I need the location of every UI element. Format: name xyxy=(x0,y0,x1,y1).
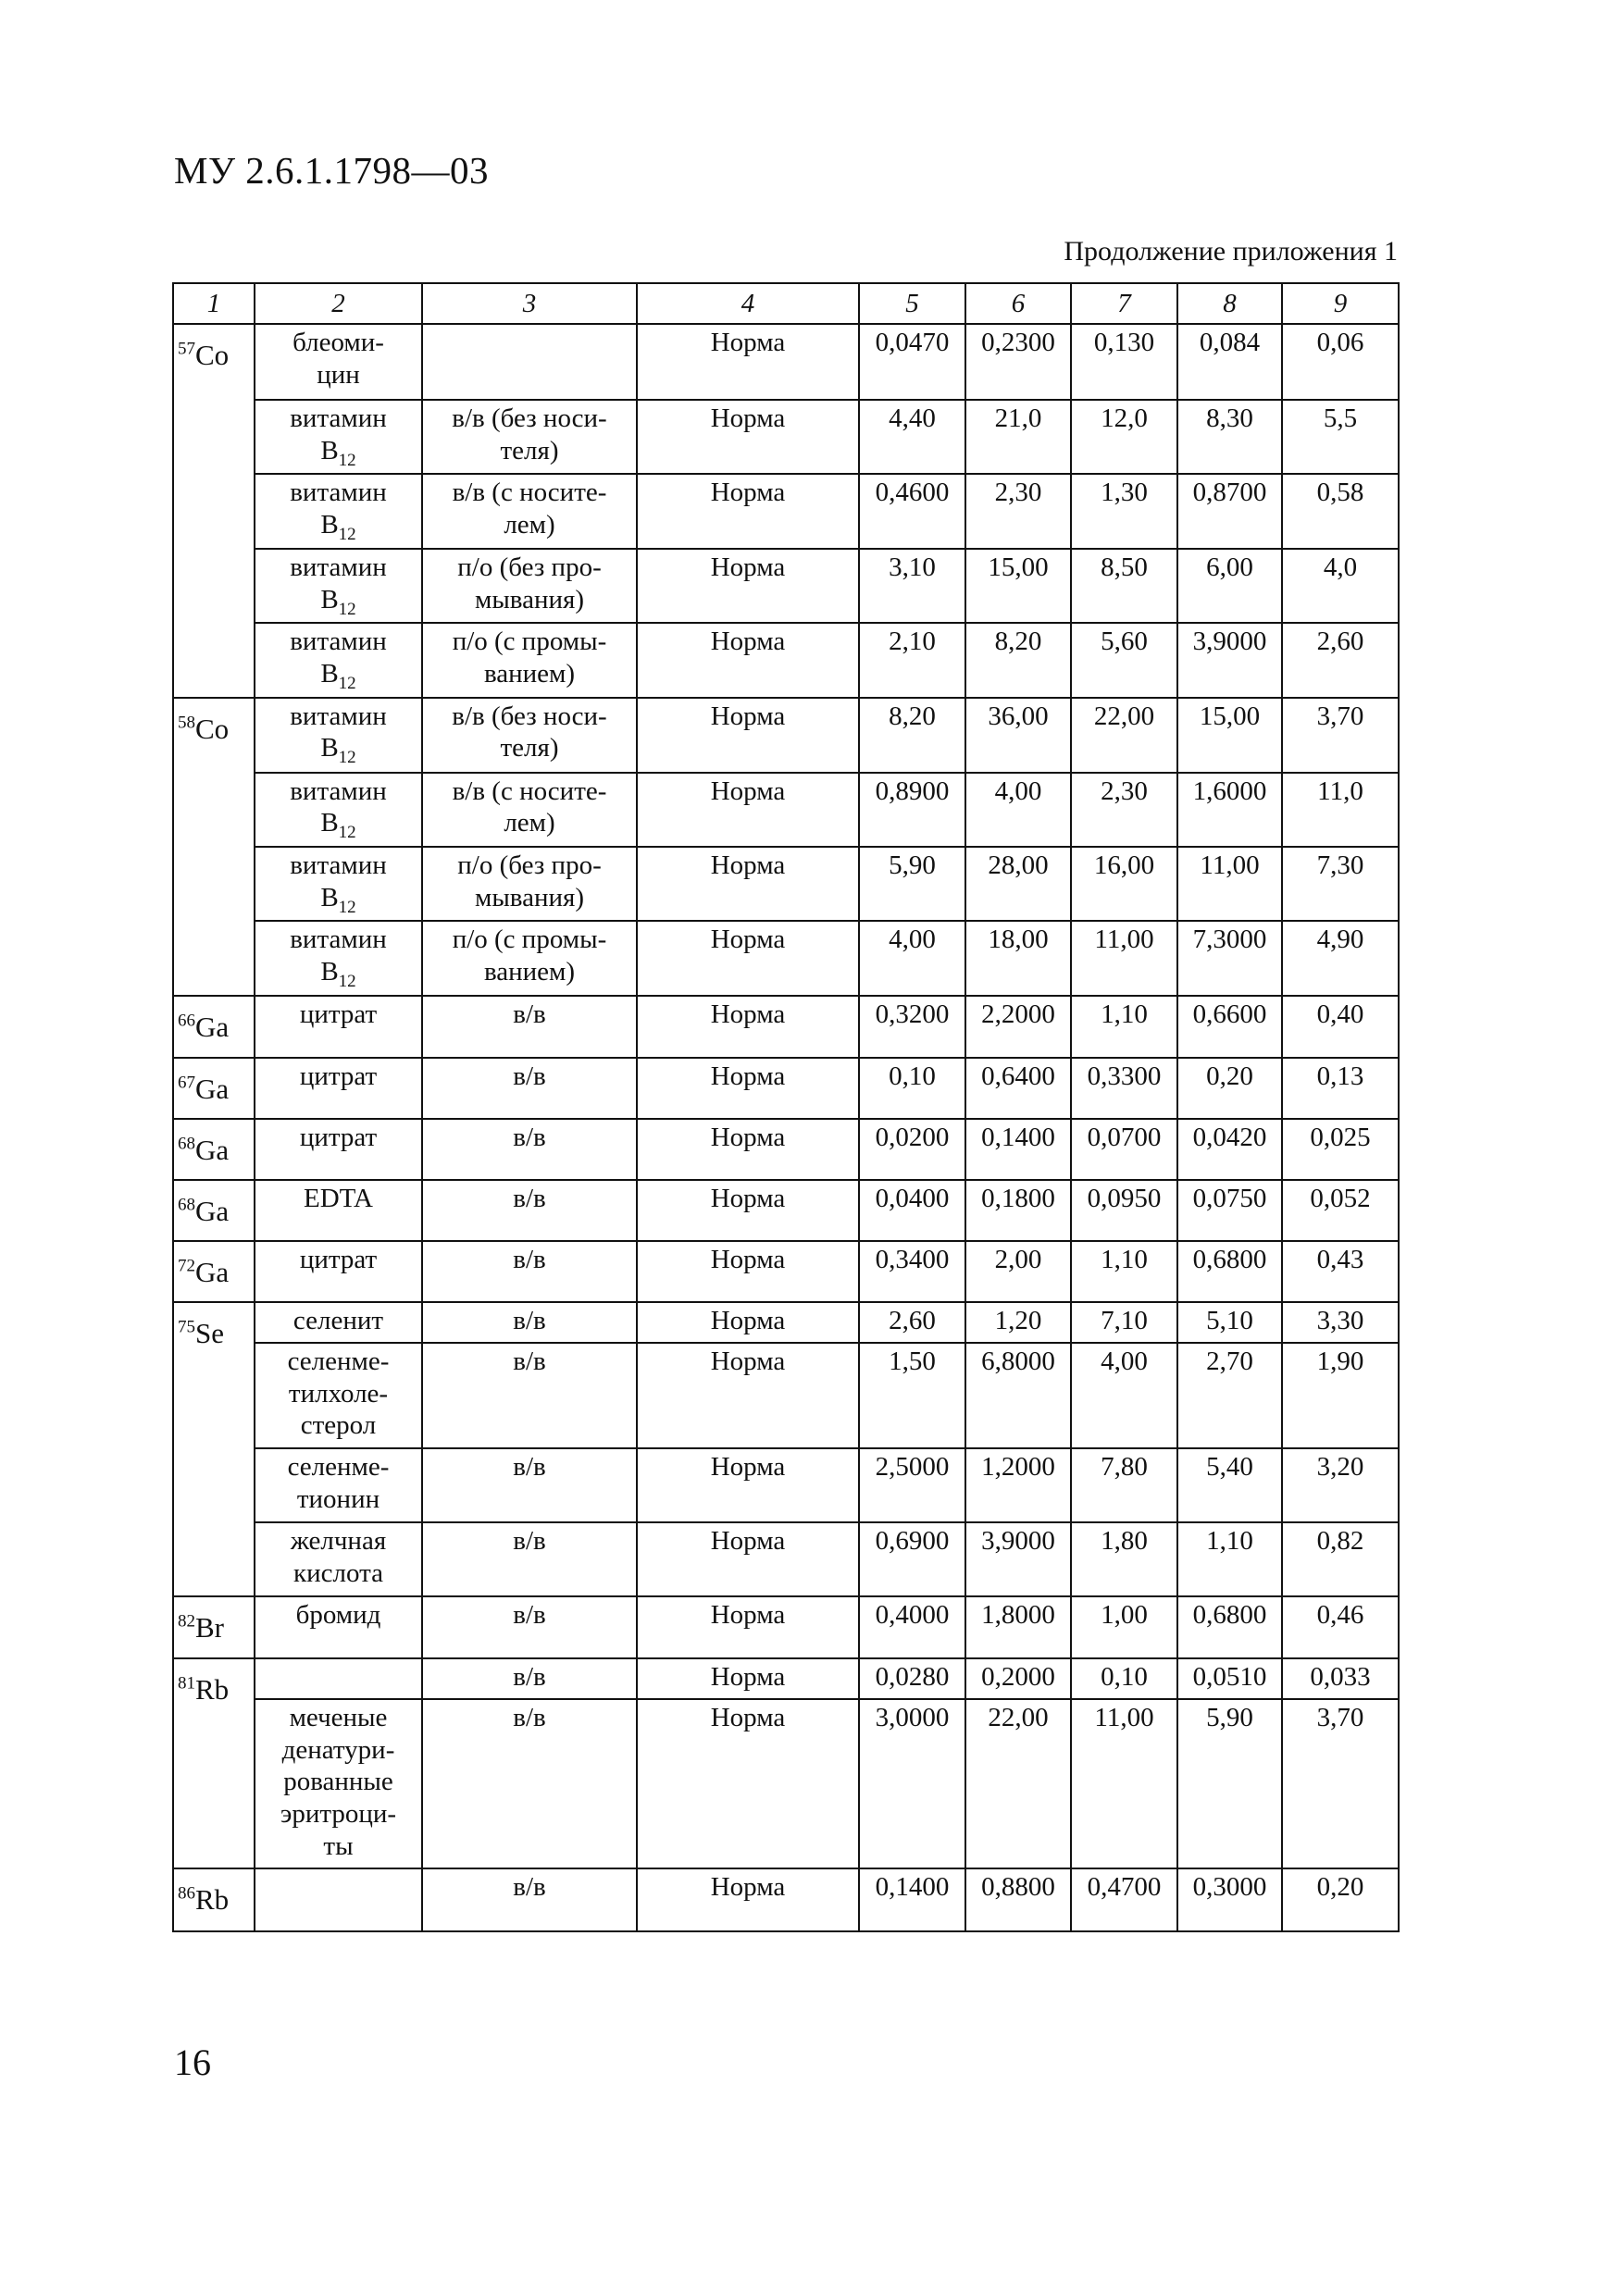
table-cell: витамин $В_{12}$ xyxy=(255,474,422,548)
document-title: МУ 2.6.1.1798—03 xyxy=(174,149,489,192)
table-cell: 0,1800 xyxy=(965,1180,1071,1241)
data-table xyxy=(172,282,1400,1932)
table-cell: 3,20 xyxy=(1282,1448,1399,1522)
table-cell: п/о (с промы- ванием) xyxy=(422,921,637,995)
table-cell: цитрат xyxy=(255,1058,422,1119)
table-cell: 0,4000 xyxy=(859,1596,965,1658)
table-cell: п/о (с промы- ванием) xyxy=(422,623,637,697)
table-row xyxy=(173,921,1399,995)
table-cell: 3,70 xyxy=(1282,698,1399,773)
table-cell: 11,00 xyxy=(1071,921,1177,995)
table-cell: Норма xyxy=(637,1180,859,1241)
table-cell: 0,0950 xyxy=(1071,1180,1177,1241)
table-cell: 7,10 xyxy=(1071,1302,1177,1343)
table-cell: цитрат xyxy=(255,996,422,1058)
column-header: 8 xyxy=(1177,283,1282,324)
table-cell xyxy=(255,1868,422,1931)
column-header: 3 xyxy=(422,283,637,324)
table-cell: витамин $В_{12}$ xyxy=(255,698,422,773)
table-cell: в/в xyxy=(422,1699,637,1868)
table-cell: 1,10 xyxy=(1071,996,1177,1058)
table-cell: 3,70 xyxy=(1282,1699,1399,1868)
table-cell: Норма xyxy=(637,1448,859,1522)
table-cell: витамин $В_{12}$ xyxy=(255,921,422,995)
table-cell: 2,30 xyxy=(965,474,1071,548)
table-cell: Норма xyxy=(637,1868,859,1931)
isotope-cell: $^{81}$Rb xyxy=(173,1658,255,1868)
table-cell: 0,2000 xyxy=(965,1658,1071,1699)
table-cell: 0,6900 xyxy=(859,1522,965,1596)
table-cell: в/в xyxy=(422,1522,637,1596)
table-cell: 0,43 xyxy=(1282,1241,1399,1302)
table-cell: селенме- тионин xyxy=(255,1448,422,1522)
table-cell: в/в xyxy=(422,996,637,1058)
table-cell: 0,10 xyxy=(1071,1658,1177,1699)
isotope-cell: $^{57}$Co xyxy=(173,324,255,698)
table-cell: 1,20 xyxy=(965,1302,1071,1343)
isotope-cell: $^{67}$Ga xyxy=(173,1058,255,1119)
table-cell: в/в xyxy=(422,1058,637,1119)
table-row xyxy=(173,1448,1399,1522)
table-cell: 8,20 xyxy=(859,698,965,773)
table-row xyxy=(173,1241,1399,1302)
table-cell: 5,40 xyxy=(1177,1448,1282,1522)
table-cell: витамин $В_{12}$ xyxy=(255,623,422,697)
table-cell: в/в xyxy=(422,1868,637,1931)
table-cell: 2,00 xyxy=(965,1241,1071,1302)
table-cell: 0,6600 xyxy=(1177,996,1282,1058)
isotope-cell: $^{58}$Co xyxy=(173,698,255,996)
table-cell: 4,90 xyxy=(1282,921,1399,995)
table-cell: Норма xyxy=(637,1596,859,1658)
table-cell: 1,10 xyxy=(1071,1241,1177,1302)
table-cell: 0,10 xyxy=(859,1058,965,1119)
table-cell: 5,10 xyxy=(1177,1302,1282,1343)
table-row xyxy=(173,474,1399,548)
table-cell: 1,6000 xyxy=(1177,773,1282,847)
table-cell: 5,5 xyxy=(1282,400,1399,474)
table-cell: 0,033 xyxy=(1282,1658,1399,1699)
table-row xyxy=(173,1343,1399,1448)
table-cell: 0,20 xyxy=(1177,1058,1282,1119)
table-cell: 2,60 xyxy=(1282,623,1399,697)
table-cell: 0,6800 xyxy=(1177,1596,1282,1658)
table-cell: 0,58 xyxy=(1282,474,1399,548)
table-cell: 12,0 xyxy=(1071,400,1177,474)
table-cell: 0,8800 xyxy=(965,1868,1071,1931)
table-cell: 4,00 xyxy=(965,773,1071,847)
table-row xyxy=(173,1699,1399,1868)
table-cell: 16,00 xyxy=(1071,847,1177,921)
table-cell: 0,06 xyxy=(1282,324,1399,400)
table-row xyxy=(173,1119,1399,1180)
table-cell: 0,025 xyxy=(1282,1119,1399,1180)
table-cell: 0,82 xyxy=(1282,1522,1399,1596)
table-cell: 0,0420 xyxy=(1177,1119,1282,1180)
table-cell: 1,00 xyxy=(1071,1596,1177,1658)
table-row xyxy=(173,1180,1399,1241)
table-cell: 1,80 xyxy=(1071,1522,1177,1596)
table-cell: 0,3000 xyxy=(1177,1868,1282,1931)
table-cell: Норма xyxy=(637,698,859,773)
table-cell: витамин $В_{12}$ xyxy=(255,773,422,847)
table-cell: 21,0 xyxy=(965,400,1071,474)
continuation-label: Продолжение приложения 1 xyxy=(1064,236,1398,267)
table-cell: в/в xyxy=(422,1596,637,1658)
table-row xyxy=(173,698,1399,773)
table-cell: Норма xyxy=(637,1699,859,1868)
table-cell: Норма xyxy=(637,921,859,995)
table-cell: 0,1400 xyxy=(965,1119,1071,1180)
table-cell: 0,13 xyxy=(1282,1058,1399,1119)
table-cell: 2,2000 xyxy=(965,996,1071,1058)
table-cell: 0,4600 xyxy=(859,474,965,548)
table-cell: в/в (без носи- теля) xyxy=(422,698,637,773)
table-cell: в/в (с носите- лем) xyxy=(422,474,637,548)
table-body xyxy=(173,324,1399,1931)
table-header-row xyxy=(173,283,1399,324)
table-cell: 6,8000 xyxy=(965,1343,1071,1448)
table-cell: 2,60 xyxy=(859,1302,965,1343)
table-cell: в/в xyxy=(422,1119,637,1180)
table-cell: 8,30 xyxy=(1177,400,1282,474)
table-cell: 0,3400 xyxy=(859,1241,965,1302)
table-cell: 5,60 xyxy=(1071,623,1177,697)
column-header: 4 xyxy=(637,283,859,324)
table-cell: Норма xyxy=(637,1522,859,1596)
table-cell: цитрат xyxy=(255,1119,422,1180)
page-number: 16 xyxy=(174,2042,211,2083)
table-cell: Норма xyxy=(637,847,859,921)
table-cell: 2,5000 xyxy=(859,1448,965,1522)
table-cell: Норма xyxy=(637,1058,859,1119)
table-row xyxy=(173,1868,1399,1931)
table-cell: желчная кислота xyxy=(255,1522,422,1596)
table-row xyxy=(173,549,1399,623)
table-cell: 0,0400 xyxy=(859,1180,965,1241)
table-cell: 0,3200 xyxy=(859,996,965,1058)
table-cell: 0,084 xyxy=(1177,324,1282,400)
table-cell: 2,70 xyxy=(1177,1343,1282,1448)
table-row xyxy=(173,1596,1399,1658)
table-cell: 1,8000 xyxy=(965,1596,1071,1658)
column-header: 5 xyxy=(859,283,965,324)
table-cell: Норма xyxy=(637,1302,859,1343)
table-cell: 0,0750 xyxy=(1177,1180,1282,1241)
table-cell: 0,1400 xyxy=(859,1868,965,1931)
table-cell: меченые денатури- рованные эритроци- ты xyxy=(255,1699,422,1868)
table-cell: 3,9000 xyxy=(965,1522,1071,1596)
table-row xyxy=(173,324,1399,400)
table-cell: 1,30 xyxy=(1071,474,1177,548)
table-cell: 1,50 xyxy=(859,1343,965,1448)
table-cell: Норма xyxy=(637,773,859,847)
table-cell: 7,30 xyxy=(1282,847,1399,921)
table-cell xyxy=(255,1658,422,1699)
table-cell: блеоми- цин xyxy=(255,324,422,400)
table-row xyxy=(173,847,1399,921)
column-header: 7 xyxy=(1071,283,1177,324)
table-cell: 0,4700 xyxy=(1071,1868,1177,1931)
table-row xyxy=(173,1302,1399,1343)
table-cell: 1,10 xyxy=(1177,1522,1282,1596)
table-cell: 22,00 xyxy=(1071,698,1177,773)
table-cell: 4,0 xyxy=(1282,549,1399,623)
table-cell: Норма xyxy=(637,400,859,474)
table-cell: 4,00 xyxy=(1071,1343,1177,1448)
table-cell: 0,130 xyxy=(1071,324,1177,400)
table-cell: Норма xyxy=(637,1241,859,1302)
isotope-cell: $^{86}$Rb xyxy=(173,1868,255,1931)
table-row xyxy=(173,1522,1399,1596)
table-cell: 0,0470 xyxy=(859,324,965,400)
table-cell: 11,00 xyxy=(1177,847,1282,921)
table-cell: 36,00 xyxy=(965,698,1071,773)
table-cell: 8,20 xyxy=(965,623,1071,697)
column-header: 6 xyxy=(965,283,1071,324)
table-cell: Норма xyxy=(637,623,859,697)
isotope-cell: $^{66}$Ga xyxy=(173,996,255,1058)
table-row xyxy=(173,996,1399,1058)
table-cell: 4,40 xyxy=(859,400,965,474)
table-cell: 3,9000 xyxy=(1177,623,1282,697)
table-cell: 0,0510 xyxy=(1177,1658,1282,1699)
table-cell: 1,90 xyxy=(1282,1343,1399,1448)
table-row xyxy=(173,400,1399,474)
table-cell: 7,80 xyxy=(1071,1448,1177,1522)
table-cell: п/о (без про- мывания) xyxy=(422,847,637,921)
table-cell: 28,00 xyxy=(965,847,1071,921)
column-header: 1 xyxy=(173,283,255,324)
table-cell: Норма xyxy=(637,1658,859,1699)
table-cell: 2,10 xyxy=(859,623,965,697)
table-cell: в/в xyxy=(422,1302,637,1343)
isotope-cell: $^{72}$Ga xyxy=(173,1241,255,1302)
table-cell xyxy=(422,324,637,400)
table-cell: 18,00 xyxy=(965,921,1071,995)
table-cell: 0,46 xyxy=(1282,1596,1399,1658)
table-row xyxy=(173,623,1399,697)
table-cell: цитрат xyxy=(255,1241,422,1302)
column-header: 9 xyxy=(1282,283,1399,324)
table-cell: Норма xyxy=(637,549,859,623)
table-row xyxy=(173,1058,1399,1119)
table-cell: в/в xyxy=(422,1180,637,1241)
table-cell: 0,6400 xyxy=(965,1058,1071,1119)
table-cell: селенит xyxy=(255,1302,422,1343)
table-cell: 0,40 xyxy=(1282,996,1399,1058)
table-cell: витамин $В_{12}$ xyxy=(255,400,422,474)
table-cell: 3,0000 xyxy=(859,1699,965,1868)
table-cell: в/в xyxy=(422,1343,637,1448)
table-cell: EDTA xyxy=(255,1180,422,1241)
table-cell: 11,0 xyxy=(1282,773,1399,847)
table-row xyxy=(173,773,1399,847)
table-cell: 0,8700 xyxy=(1177,474,1282,548)
table-cell: Норма xyxy=(637,474,859,548)
table-cell: в/в (без носи- теля) xyxy=(422,400,637,474)
table-cell: 1,2000 xyxy=(965,1448,1071,1522)
table-cell: п/о (без про- мывания) xyxy=(422,549,637,623)
table-cell: Норма xyxy=(637,996,859,1058)
table-cell: бромид xyxy=(255,1596,422,1658)
table-row xyxy=(173,1658,1399,1699)
table-cell: 0,052 xyxy=(1282,1180,1399,1241)
table-cell: 4,00 xyxy=(859,921,965,995)
table-cell: 3,30 xyxy=(1282,1302,1399,1343)
table-cell: 0,2300 xyxy=(965,324,1071,400)
table-cell: Норма xyxy=(637,324,859,400)
column-header: 2 xyxy=(255,283,422,324)
table-cell: 6,00 xyxy=(1177,549,1282,623)
table-cell: 8,50 xyxy=(1071,549,1177,623)
table-cell: витамин $В_{12}$ xyxy=(255,847,422,921)
table-cell: 0,0200 xyxy=(859,1119,965,1180)
table-cell: в/в xyxy=(422,1658,637,1699)
table-cell: 0,0700 xyxy=(1071,1119,1177,1180)
table-cell: селенме- тилхоле- стерол xyxy=(255,1343,422,1448)
table-cell: Норма xyxy=(637,1119,859,1180)
isotope-cell: $^{68}$Ga xyxy=(173,1180,255,1241)
table-cell: 15,00 xyxy=(965,549,1071,623)
table-cell: 5,90 xyxy=(1177,1699,1282,1868)
table-cell: 0,3300 xyxy=(1071,1058,1177,1119)
isotope-cell: $^{75}$Se xyxy=(173,1302,255,1596)
table-cell: 3,10 xyxy=(859,549,965,623)
table-cell: 0,0280 xyxy=(859,1658,965,1699)
table-cell: 0,6800 xyxy=(1177,1241,1282,1302)
table-cell: 0,8900 xyxy=(859,773,965,847)
table-cell: 22,00 xyxy=(965,1699,1071,1868)
table-cell: 7,3000 xyxy=(1177,921,1282,995)
table-cell: в/в xyxy=(422,1241,637,1302)
table-cell: 0,20 xyxy=(1282,1868,1399,1931)
isotope-cell: $^{68}$Ga xyxy=(173,1119,255,1180)
table-cell: 2,30 xyxy=(1071,773,1177,847)
table-cell: 5,90 xyxy=(859,847,965,921)
table-cell: Норма xyxy=(637,1343,859,1448)
table-cell: 11,00 xyxy=(1071,1699,1177,1868)
table-cell: 15,00 xyxy=(1177,698,1282,773)
isotope-cell: $^{82}$Br xyxy=(173,1596,255,1658)
table-cell: витамин $В_{12}$ xyxy=(255,549,422,623)
table-cell: в/в xyxy=(422,1448,637,1522)
table-cell: в/в (с носите- лем) xyxy=(422,773,637,847)
